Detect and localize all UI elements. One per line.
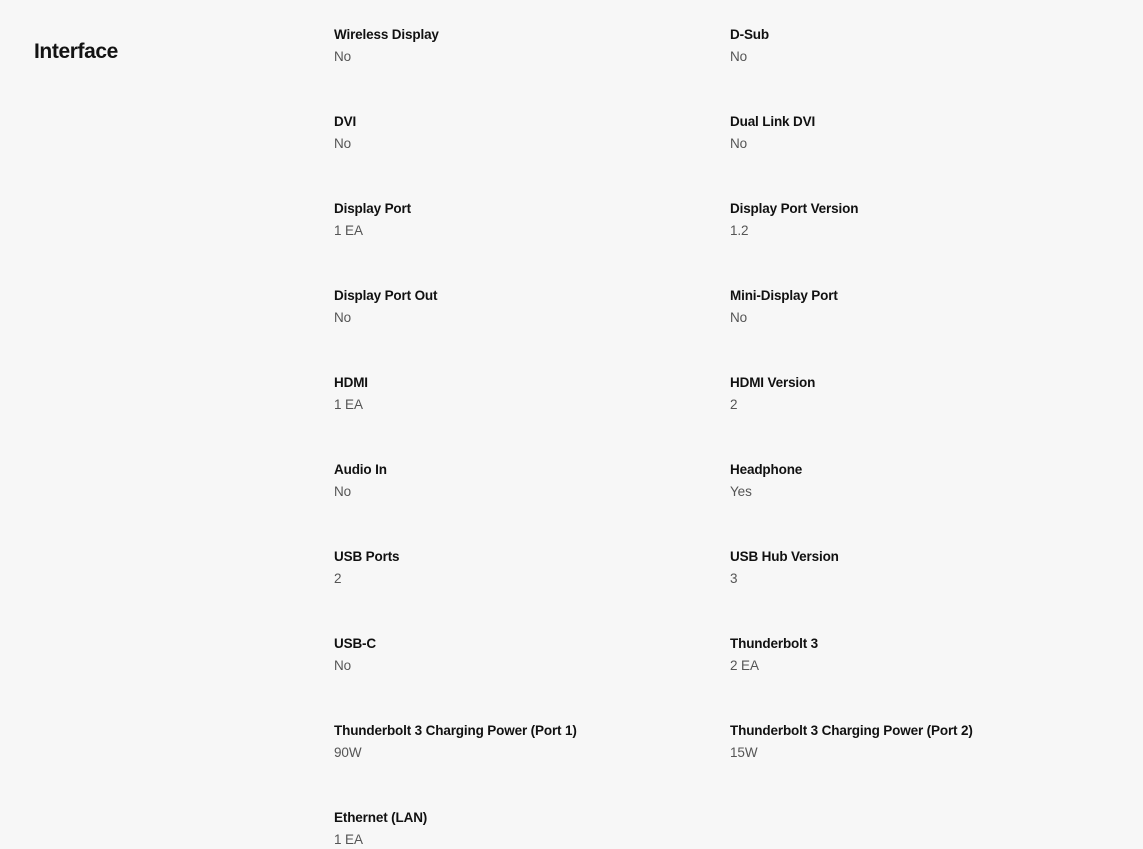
spec-label: DVI [334, 114, 357, 129]
spec-label: HDMI [334, 375, 368, 390]
spec-value: No [730, 310, 748, 325]
spec-label: USB Ports [334, 549, 400, 564]
spec-item [334, 635, 730, 675]
spec-item [730, 26, 1114, 66]
spec-label: Ethernet (LAN) [334, 810, 428, 825]
spec-label: HDMI Version [730, 375, 816, 390]
spec-item [730, 200, 1114, 240]
spec-value: 15W [730, 745, 758, 760]
spec-label: Thunderbolt 3 [730, 636, 819, 651]
spec-label: Dual Link DVI [730, 114, 816, 129]
spec-item [334, 548, 730, 588]
spec-label: Wireless Display [334, 27, 439, 42]
spec-value: Yes [730, 484, 752, 499]
spec-item [334, 461, 730, 501]
spec-value: 1 EA [334, 223, 363, 238]
spec-label: Display Port Out [334, 288, 438, 303]
spec-value: 3 [730, 571, 738, 586]
spec-item [334, 722, 730, 762]
spec-item [334, 113, 730, 153]
spec-item [334, 200, 730, 240]
spec-label: D-Sub [730, 27, 769, 42]
spec-value: 2 [334, 571, 342, 586]
spec-item [334, 809, 730, 849]
spec-label: Headphone [730, 462, 803, 477]
spec-label: USB Hub Version [730, 549, 839, 564]
spec-item [730, 635, 1114, 675]
spec-value: No [730, 136, 748, 151]
spec-item [730, 374, 1114, 414]
spec-value: 1 EA [334, 397, 363, 412]
spec-label: USB-C [334, 636, 376, 651]
spec-value: No [730, 49, 748, 64]
spec-label: Display Port [334, 201, 411, 216]
spec-item [730, 287, 1114, 327]
spec-value: No [334, 484, 352, 499]
spec-value: 2 EA [730, 658, 759, 673]
spec-value: No [334, 310, 352, 325]
spec-label: Thunderbolt 3 Charging Power (Port 2) [730, 723, 973, 738]
spec-value: 2 [730, 397, 738, 412]
spec-value: 1 EA [334, 832, 363, 847]
spec-label: Thunderbolt 3 Charging Power (Port 1) [334, 723, 577, 738]
spec-item [334, 287, 730, 327]
spec-value: 90W [334, 745, 362, 760]
spec-value: No [334, 658, 352, 673]
spec-value: No [334, 49, 352, 64]
spec-item [730, 722, 1114, 762]
spec-item [730, 548, 1114, 588]
page-title: Interface [34, 40, 118, 64]
spec-item-placeholder [730, 809, 1114, 849]
spec-label: Mini-Display Port [730, 288, 838, 303]
specification-list [334, 26, 1114, 849]
spec-label: Audio In [334, 462, 387, 477]
spec-label: Display Port Version [730, 201, 859, 216]
spec-value: No [334, 136, 352, 151]
spec-item [334, 26, 730, 66]
spec-item [730, 461, 1114, 501]
spec-value: 1.2 [730, 223, 749, 238]
spec-item [730, 113, 1114, 153]
spec-item [334, 374, 730, 414]
